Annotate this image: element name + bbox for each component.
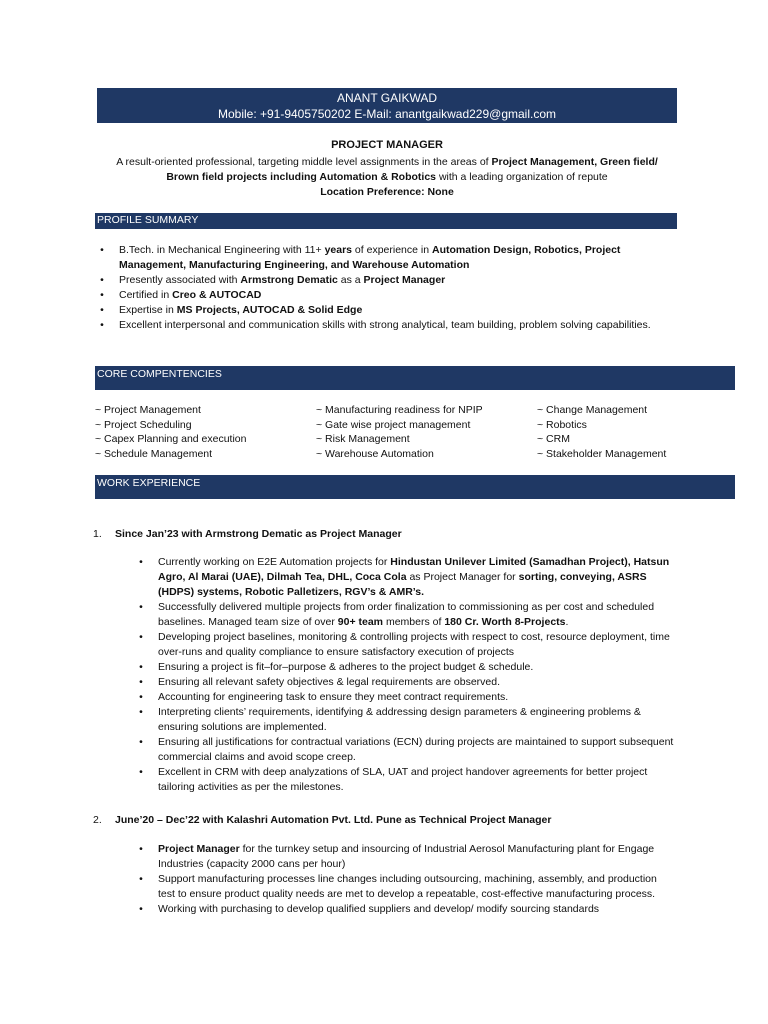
list-item: [97, 288, 657, 303]
text-part: for the turnkey setup and insourcing of Industrial Aerosol Manufacturing plant for Engage Industries (capacity 2000 cans per hour): [158, 843, 655, 870]
competency-item: ~ Project Scheduling: [95, 418, 192, 431]
competency-item: ~ Warehouse Automation: [316, 447, 434, 460]
resume-header: [97, 88, 677, 123]
bullet-icon: •: [139, 766, 143, 778]
competency-item: ~ Capex Planning and execution: [95, 433, 247, 445]
competency-item: ~ Schedule Management: [95, 447, 213, 460]
job-heading-text: Since Jan’23 with Armstrong Dematic as Project Manager: [115, 528, 402, 540]
list-item: [136, 675, 676, 690]
bullet-icon: •: [100, 244, 104, 256]
competency-column-1: [95, 403, 247, 461]
competency-item: ~ Robotics: [537, 418, 587, 431]
list-item: [97, 303, 657, 318]
text-bold: Hindustan Unilever Limited (Samadhan Project), Hatsun Agro, Al Marai (UAE), Dilmah Tea, DHL, Coca Cola: [158, 556, 670, 583]
list-item: [136, 690, 676, 705]
objective-part: A result-oriented professional, targeting middle level assignments in the areas of: [116, 156, 492, 168]
text-part: as a: [337, 274, 364, 286]
competency-item: ~ Risk Management: [316, 433, 410, 445]
competency-item: ~ Project Management: [95, 404, 201, 416]
job-2-duties: [136, 842, 676, 917]
list-item: [136, 630, 676, 660]
bullet-icon: •: [139, 661, 143, 673]
text-bold: Armstrong Dematic: [240, 274, 338, 286]
text-bold: sorting, conveying, ASRS (HDPS) systems, Robotic Palletizers, RGV’s & AMR’s.: [158, 571, 647, 598]
text-bold: 90+ team: [337, 616, 384, 628]
text-bold: years: [324, 244, 353, 256]
text-part: Currently working on E2E Automation projects for: [158, 556, 391, 568]
job-heading-2: [93, 813, 693, 828]
text-part: Excellent interpersonal and communication skills with strong analytical, team building, problem solving capabilities.: [119, 319, 651, 331]
job-heading-1: [93, 527, 693, 542]
text-part: Accounting for engineering task to ensure they meet contract requirements.: [158, 691, 509, 703]
bullet-icon: •: [139, 843, 143, 855]
profile-summary-list: [97, 243, 657, 333]
text-bold: Creo & AUTOCAD: [172, 289, 262, 301]
objective-block: [97, 137, 677, 200]
competency-column-3: [537, 403, 666, 461]
text-part: Interpreting clients’ requirements, identifying & addressing design parameters & engineering problems & ensuring solutions are implemented.: [158, 706, 641, 733]
list-item: [136, 555, 676, 600]
competency-item: ~ CRM: [537, 433, 570, 445]
bullet-icon: •: [139, 556, 143, 568]
text-part: .: [565, 616, 569, 628]
competency-item: ~ Manufacturing readiness for NPIP: [316, 404, 483, 416]
text-bold: Project Manager: [363, 274, 446, 286]
job-number: 1.: [93, 528, 102, 540]
list-item: [97, 318, 657, 333]
text-bold: Automation Design, Robotics, Project Management, Manufacturing Engineering, and Warehouse Automation: [119, 244, 621, 271]
job-title: [93, 527, 693, 542]
list-item: [136, 735, 676, 765]
text-part: Ensuring a project is fit–for–purpose & adheres to the project budget & schedule.: [158, 661, 534, 673]
section-header-profile: PROFILE SUMMARY: [95, 213, 677, 229]
list-item: [136, 902, 676, 917]
list-item: [97, 243, 657, 273]
text-part: of experience in: [352, 244, 432, 256]
bullet-icon: •: [139, 873, 143, 885]
text-part: Working with purchasing to develop qualified suppliers and develop/ modify sourcing standards: [158, 903, 600, 915]
location-text: Location Preference: None: [320, 186, 454, 198]
bullet-icon: •: [139, 903, 143, 915]
objective-focus: Project Management, Green field/ Brown field projects including Automation & Robotics: [166, 156, 658, 183]
job-title: [93, 813, 693, 828]
bullet-icon: •: [139, 691, 143, 703]
text-part: Presently associated with: [119, 274, 241, 286]
text-bold: MS Projects, AUTOCAD & Solid Edge: [176, 304, 363, 316]
objective-text: [97, 155, 677, 185]
candidate-name: ANANT GAIKWAD: [336, 91, 437, 105]
location-preference: [97, 185, 677, 200]
bullet-icon: •: [100, 274, 104, 286]
text-part: B.Tech. in Mechanical Engineering with 11+: [119, 244, 325, 256]
section-header-competencies: CORE COMPENTENCIES: [95, 366, 735, 390]
list-item: [97, 273, 657, 288]
text-part: members of: [383, 616, 445, 628]
text-part: Certified in: [119, 289, 173, 301]
section-header-work: WORK EXPERIENCE: [95, 475, 735, 499]
text-part: Ensuring all relevant safety objectives & legal requirements are observed.: [158, 676, 501, 688]
bullet-icon: •: [139, 631, 143, 643]
text-part: Ensuring all justifications for contractual variations (ECN) during projects are maintained to support subsequent commercial claims and avoid scope creep.: [158, 736, 674, 763]
objective-part: with a leading organization of repute: [436, 171, 608, 183]
competency-item: ~ Stakeholder Management: [537, 447, 667, 460]
list-item: [136, 705, 676, 735]
job-1-duties: [136, 555, 676, 795]
text-bold: Project Manager: [158, 843, 240, 855]
text-bold: 180 Cr. Worth 8-Projects: [444, 616, 566, 628]
bullet-icon: •: [100, 304, 104, 316]
text-part: Successfully delivered multiple projects from order finalization to commissioning as per cost and scheduled baselines. Managed team size of over: [158, 601, 655, 628]
bullet-icon: •: [100, 289, 104, 301]
competency-item: ~ Change Management: [537, 404, 648, 416]
list-item: [136, 660, 676, 675]
list-item: [136, 842, 676, 872]
job-number: 2.: [93, 814, 102, 826]
list-item: [136, 872, 676, 902]
list-item: [136, 600, 676, 630]
competency-item: ~ Gate wise project management: [316, 418, 471, 431]
text-part: as Project Manager for: [406, 571, 519, 583]
bullet-icon: •: [139, 601, 143, 613]
text-part: Developing project baselines, monitoring & controlling projects with respect to cost, resource deployment, time over-runs and quality compliance to ensure satisfactory execution of projects: [158, 631, 670, 658]
bullet-icon: •: [139, 676, 143, 688]
text-part: Expertise in: [119, 304, 177, 316]
competency-column-2: [316, 403, 483, 461]
contact-line: Mobile: +91-9405750202 E-Mail: anantgaikwad229@gmail.com: [217, 107, 557, 121]
role-title: PROJECT MANAGER: [331, 139, 443, 151]
bullet-icon: •: [100, 319, 104, 331]
job-heading-text: June’20 – Dec’22 with Kalashri Automation Pvt. Ltd. Pune as Technical Project Manager: [115, 814, 552, 826]
bullet-icon: •: [139, 736, 143, 748]
bullet-icon: •: [139, 706, 143, 718]
text-part: Excellent in CRM with deep analyzations of SLA, UAT and project handover agreements for better project tailoring activities as per the milestones.: [158, 766, 648, 793]
text-part: Support manufacturing processes line changes including outsourcing, machining, assembly, and production test to ensure product quality needs are met to develop a repeatable, cost-effective manufacturing process.: [158, 873, 657, 900]
list-item: [136, 765, 676, 795]
